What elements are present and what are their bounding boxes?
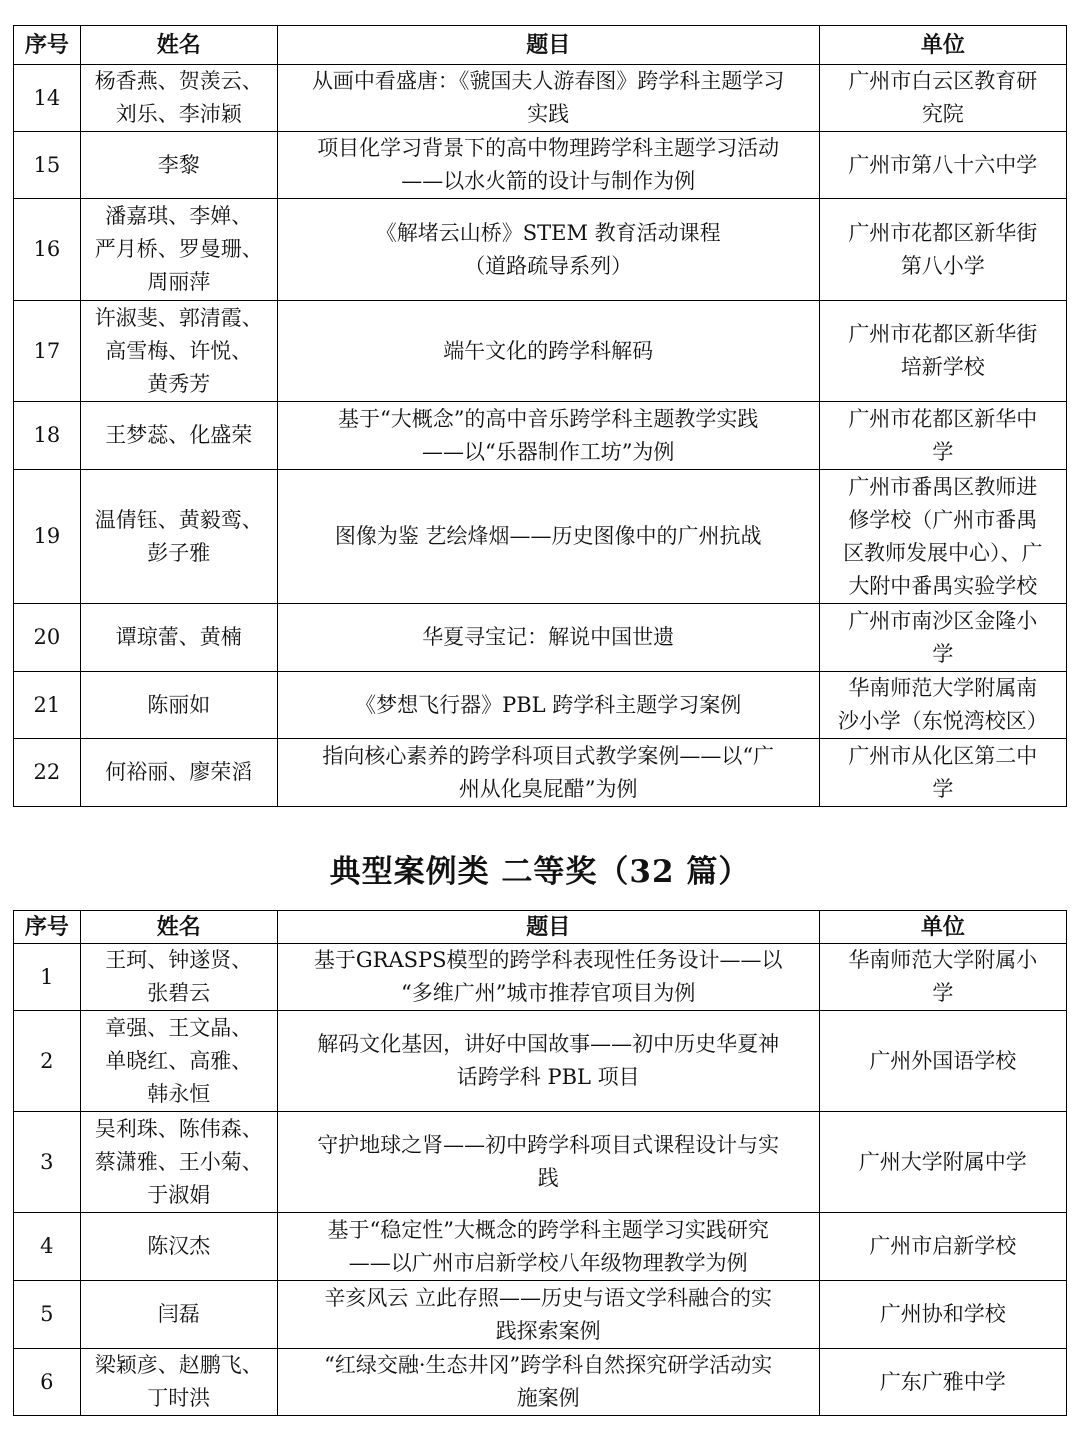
cell-no: 14: [14, 65, 81, 132]
cell-unit: 广州市启新学校: [819, 1213, 1066, 1281]
cell-no: 18: [14, 402, 81, 470]
table-row: [14, 402, 1067, 470]
table-row: [14, 199, 1067, 301]
cell-name: 潘嘉琪、李婵、 严月桥、罗曼珊、 周丽萍: [80, 199, 277, 301]
cell-no: 19: [14, 470, 81, 604]
table-row: [14, 1011, 1067, 1112]
table-row: [14, 1213, 1067, 1281]
cell-no: 6: [14, 1349, 81, 1416]
cell-title: 从画中看盛唐：《虢国夫人游春图》跨学科主题学习 实践: [277, 65, 819, 132]
header-unit: 单位: [819, 911, 1066, 944]
cell-unit: 广州市花都区新华街 培新学校: [819, 301, 1066, 402]
cell-no: 5: [14, 1281, 81, 1349]
header-unit: 单位: [819, 26, 1066, 65]
cell-unit: 广州市花都区新华街 第八小学: [819, 199, 1066, 301]
cell-unit: 广州市白云区教育研 究院: [819, 65, 1066, 132]
cell-title: 基于“稳定性”大概念的跨学科主题学习实践研究 ——以广州市启新学校八年级物理教学为例: [277, 1213, 819, 1281]
cell-title: 端午文化的跨学科解码: [277, 301, 819, 402]
cell-name: 温倩钰、黄毅鸾、 彭子雅: [80, 470, 277, 604]
cell-unit: 广州市南沙区金隆小 学: [819, 604, 1066, 672]
cell-no: 16: [14, 199, 81, 301]
cell-unit: 广东广雅中学: [819, 1349, 1066, 1416]
cell-no: 4: [14, 1213, 81, 1281]
cell-title: 《解堵云山桥》STEM 教育活动课程 （道路疏导系列）: [277, 199, 819, 301]
cell-title: 指向核心素养的跨学科项目式教学案例——以“广 州从化臭屁醋”为例: [277, 739, 819, 807]
cell-no: 21: [14, 672, 81, 739]
cell-unit: 广州市番禺区教师进 修学校（广州市番禺 区教师发展中心）、广 大附中番禺实验学校: [819, 470, 1066, 604]
cell-name: 陈丽如: [80, 672, 277, 739]
cell-unit: 华南师范大学附属南 沙小学（东悦湾校区）: [819, 672, 1066, 739]
cell-title: 项目化学习背景下的高中物理跨学科主题学习活动 ——以水火箭的设计与制作为例: [277, 132, 819, 199]
table-header-row: [14, 26, 1067, 65]
cell-title: 图像为鉴 艺绘烽烟——历史图像中的广州抗战: [277, 470, 819, 604]
header-no: 序号: [14, 911, 81, 944]
cell-name: 王珂、钟遂贤、 张碧云: [80, 944, 277, 1011]
table-row: [14, 1349, 1067, 1416]
cell-unit: 华南师范大学附属小 学: [819, 944, 1066, 1011]
header-title: 题目: [277, 911, 819, 944]
cell-no: 1: [14, 944, 81, 1011]
cell-title: 守护地球之肾——初中跨学科项目式课程设计与实 践: [277, 1112, 819, 1213]
cell-name: 许淑斐、郭清霞、 高雪梅、许悦、 黄秀芳: [80, 301, 277, 402]
cell-title: 《梦想飞行器》PBL 跨学科主题学习案例: [277, 672, 819, 739]
cell-no: 22: [14, 739, 81, 807]
cell-unit: 广州市从化区第二中 学: [819, 739, 1066, 807]
cell-title: 华夏寻宝记：解说中国世遗: [277, 604, 819, 672]
cell-name: 李黎: [80, 132, 277, 199]
cell-unit: 广州大学附属中学: [819, 1112, 1066, 1213]
table-row: [14, 739, 1067, 807]
cell-unit: 广州协和学校: [819, 1281, 1066, 1349]
award-table-second-prize: [13, 910, 1067, 1416]
table-row: [14, 1281, 1067, 1349]
header-no: 序号: [14, 26, 81, 65]
section-title: 典型案例类 二等奖（32 篇）: [329, 854, 751, 890]
cell-title: 基于GRASPS模型的跨学科表现性任务设计——以 “多维广州”城市推荐官项目为例: [277, 944, 819, 1011]
table-row: [14, 604, 1067, 672]
cell-no: 15: [14, 132, 81, 199]
table-header-row: [14, 911, 1067, 944]
table-row: [14, 301, 1067, 402]
cell-title: 解码文化基因，讲好中国故事——初中历史华夏神 话跨学科 PBL 项目: [277, 1011, 819, 1112]
cell-name: 何裕丽、廖荣滔: [80, 739, 277, 807]
cell-title: “红绿交融·生态井冈”跨学科自然探究研学活动实 施案例: [277, 1349, 819, 1416]
cell-no: 2: [14, 1011, 81, 1112]
header-name: 姓名: [80, 26, 277, 65]
cell-name: 王梦蕊、化盛荣: [80, 402, 277, 470]
header-title: 题目: [277, 26, 819, 65]
table-row: [14, 470, 1067, 604]
table-row: [14, 944, 1067, 1011]
cell-name: 梁颖彦、赵鹏飞、 丁时洪: [80, 1349, 277, 1416]
cell-name: 谭琼蕾、黄楠: [80, 604, 277, 672]
cell-name: 吴利珠、陈伟森、 蔡潇雅、王小菊、 于淑娟: [80, 1112, 277, 1213]
cell-unit: 广州市第八十六中学: [819, 132, 1066, 199]
cell-unit: 广州外国语学校: [819, 1011, 1066, 1112]
cell-title: 基于“大概念”的高中音乐跨学科主题教学实践 ——以“乐器制作工坊”为例: [277, 402, 819, 470]
cell-name: 闫磊: [80, 1281, 277, 1349]
cell-no: 3: [14, 1112, 81, 1213]
table-row: [14, 672, 1067, 739]
cell-name: 杨香燕、贺羡云、 刘乐、李沛颖: [80, 65, 277, 132]
table-row: [14, 1112, 1067, 1213]
table-row: [14, 132, 1067, 199]
cell-title: 辛亥风云 立此存照——历史与语文学科融合的实 践探索案例: [277, 1281, 819, 1349]
award-table-first-prize-continued: [13, 25, 1067, 807]
cell-no: 17: [14, 301, 81, 402]
cell-name: 陈汉杰: [80, 1213, 277, 1281]
cell-name: 章强、王文晶、 单晓红、高雅、 韩永恒: [80, 1011, 277, 1112]
cell-unit: 广州市花都区新华中 学: [819, 402, 1066, 470]
table-row: [14, 65, 1067, 132]
header-name: 姓名: [80, 911, 277, 944]
cell-no: 20: [14, 604, 81, 672]
